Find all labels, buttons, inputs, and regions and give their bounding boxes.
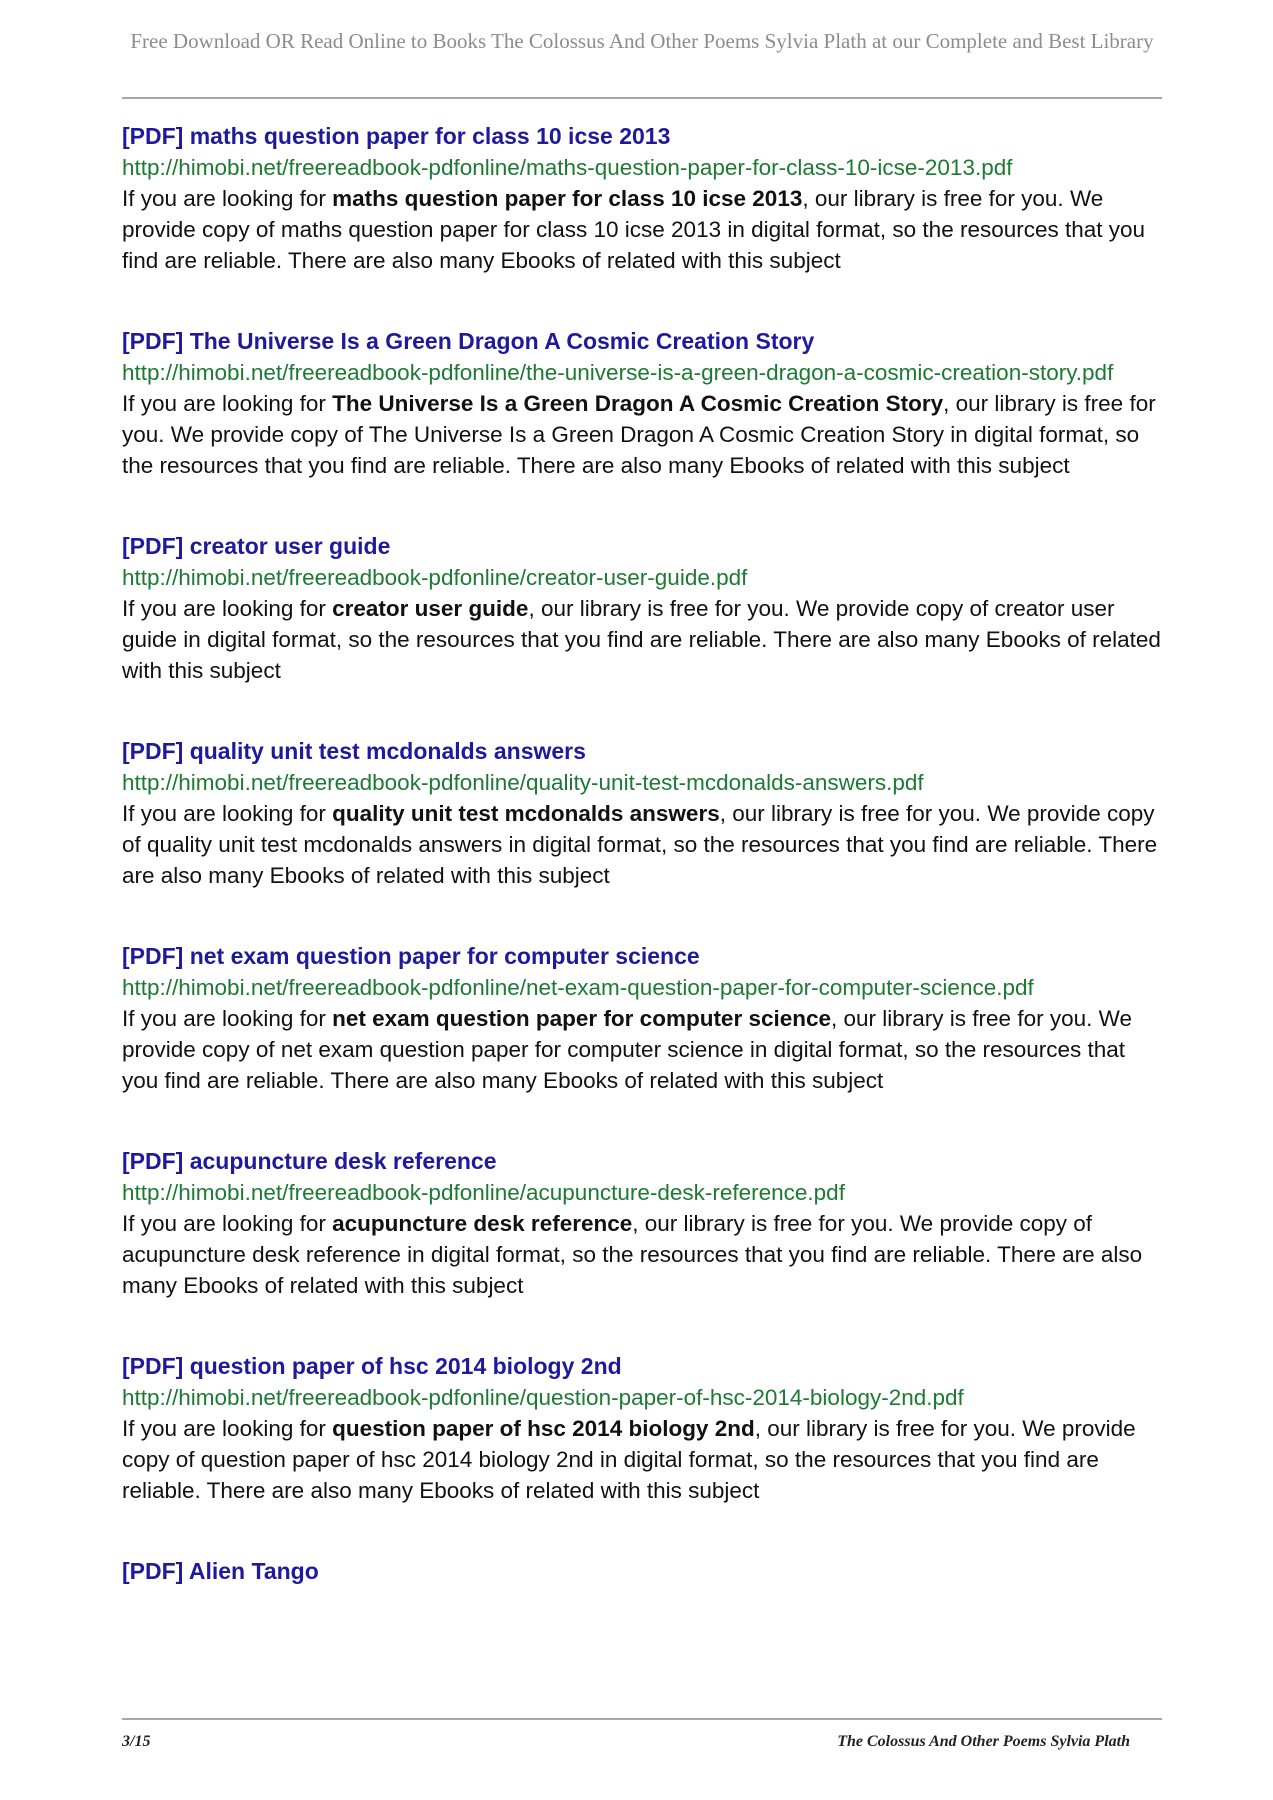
desc-prefix: If you are looking for — [122, 391, 333, 416]
result-title-link[interactable]: [PDF] question paper of hsc 2014 biology 2nd — [122, 1353, 622, 1379]
desc-prefix: If you are looking for — [122, 186, 333, 211]
result-entry — [122, 941, 1167, 1096]
result-entry — [122, 736, 1167, 891]
result-entry — [122, 531, 1167, 686]
result-entry — [122, 1351, 1167, 1506]
desc-suffix: , our library is free for you. We provide copy of net exam question paper for computer science in digital format, so the resources that you find are reliable. There are also many Ebooks of related with this subject — [122, 1006, 1132, 1093]
result-title-link[interactable]: [PDF] net exam question paper for computer science — [122, 943, 700, 969]
desc-suffix: , our library is free for you. We provide copy of The Universe Is a Green Dragon A Cosmic Creation Story in digital format, so the resources that you find are reliable. There are also many Ebooks of related with this subject — [122, 391, 1156, 478]
header-divider — [122, 97, 1162, 99]
result-url-link[interactable]: http://himobi.net/freereadbook-pdfonline/acupuncture-desk-reference.pdf — [122, 1180, 845, 1205]
result-url-link[interactable]: http://himobi.net/freereadbook-pdfonline/net-exam-question-paper-for-computer-science.pdf — [122, 975, 1034, 1000]
desc-suffix: , our library is free for you. We provide copy of maths question paper for class 10 icse 2013 in digital format, so the resources that you find are reliable. There are also many Ebooks of related with this subject — [122, 186, 1146, 273]
desc-keyword: net exam question paper for computer science — [332, 1006, 832, 1031]
result-entry — [122, 326, 1167, 481]
result-url-link[interactable]: http://himobi.net/freereadbook-pdfonline/quality-unit-test-mcdonalds-answers.pdf — [122, 770, 924, 795]
result-description — [122, 388, 1167, 481]
result-description — [122, 593, 1167, 686]
page-header: Free Download OR Read Online to Books The Colossus And Other Poems Sylvia Plath at our Complete and Best Library — [130, 29, 1154, 53]
desc-keyword: maths question paper for class 10 icse 2013 — [332, 186, 803, 211]
result-title-link[interactable]: [PDF] maths question paper for class 10 icse 2013 — [122, 123, 671, 149]
page-number: 3/15 — [122, 1733, 151, 1750]
result-url-link[interactable]: http://himobi.net/freereadbook-pdfonline/the-universe-is-a-green-dragon-a-cosmic-creation-story.pdf — [122, 360, 1114, 385]
result-url-link[interactable]: http://himobi.net/freereadbook-pdfonline/creator-user-guide.pdf — [122, 565, 748, 590]
result-title-link[interactable]: [PDF] creator user guide — [122, 533, 391, 559]
desc-suffix: , our library is free for you. We provide copy of creator user guide in digital format, so the resources that you find are reliable. There are also many Ebooks of related with this subject — [122, 596, 1161, 683]
desc-keyword: The Universe Is a Green Dragon A Cosmic Creation Story — [332, 391, 944, 416]
result-description — [122, 1003, 1167, 1096]
desc-suffix: , our library is free for you. We provide copy of question paper of hsc 2014 biology 2nd in digital format, so the resources that you find are reliable. There are also many Ebooks of related with this subject — [122, 1416, 1136, 1503]
desc-keyword: question paper of hsc 2014 biology 2nd — [332, 1416, 755, 1441]
desc-prefix: If you are looking for — [122, 596, 333, 621]
result-description — [122, 1413, 1167, 1506]
result-entry — [122, 1556, 1167, 1587]
page-footer — [122, 1733, 1130, 1751]
desc-prefix: If you are looking for — [122, 1416, 333, 1441]
result-description — [122, 1208, 1167, 1301]
result-entry — [122, 1146, 1167, 1301]
result-entry — [122, 121, 1167, 276]
result-title-link[interactable]: [PDF] Alien Tango — [122, 1558, 319, 1584]
footer-book-title: The Colossus And Other Poems Sylvia Plath — [837, 1733, 1130, 1750]
desc-prefix: If you are looking for — [122, 1006, 333, 1031]
result-title-link[interactable]: [PDF] quality unit test mcdonalds answers — [122, 738, 586, 764]
desc-prefix: If you are looking for — [122, 801, 333, 826]
desc-suffix: , our library is free for you. We provide copy of acupuncture desk reference in digital format, so the resources that you find are reliable. There are also many Ebooks of related with this subject — [122, 1211, 1143, 1298]
desc-keyword: creator user guide — [332, 596, 529, 621]
result-url-link[interactable]: http://himobi.net/freereadbook-pdfonline/maths-question-paper-for-class-10-icse-2013.pdf — [122, 155, 1013, 180]
result-title-link[interactable]: [PDF] acupuncture desk reference — [122, 1148, 497, 1174]
result-url-link[interactable]: http://himobi.net/freereadbook-pdfonline/question-paper-of-hsc-2014-biology-2nd.pdf — [122, 1385, 964, 1410]
desc-keyword: quality unit test mcdonalds answers — [332, 801, 720, 826]
result-title-link[interactable]: [PDF] The Universe Is a Green Dragon A Cosmic Creation Story — [122, 328, 815, 354]
desc-suffix: , our library is free for you. We provide copy of quality unit test mcdonalds answers in digital format, so the resources that you find are reliable. There are also many Ebooks of related with this subject — [122, 801, 1158, 888]
desc-keyword: acupuncture desk reference — [332, 1211, 633, 1236]
result-description — [122, 798, 1167, 891]
result-description — [122, 183, 1167, 276]
footer-divider — [122, 1718, 1162, 1720]
desc-prefix: If you are looking for — [122, 1211, 333, 1236]
results-list — [122, 121, 1167, 1637]
